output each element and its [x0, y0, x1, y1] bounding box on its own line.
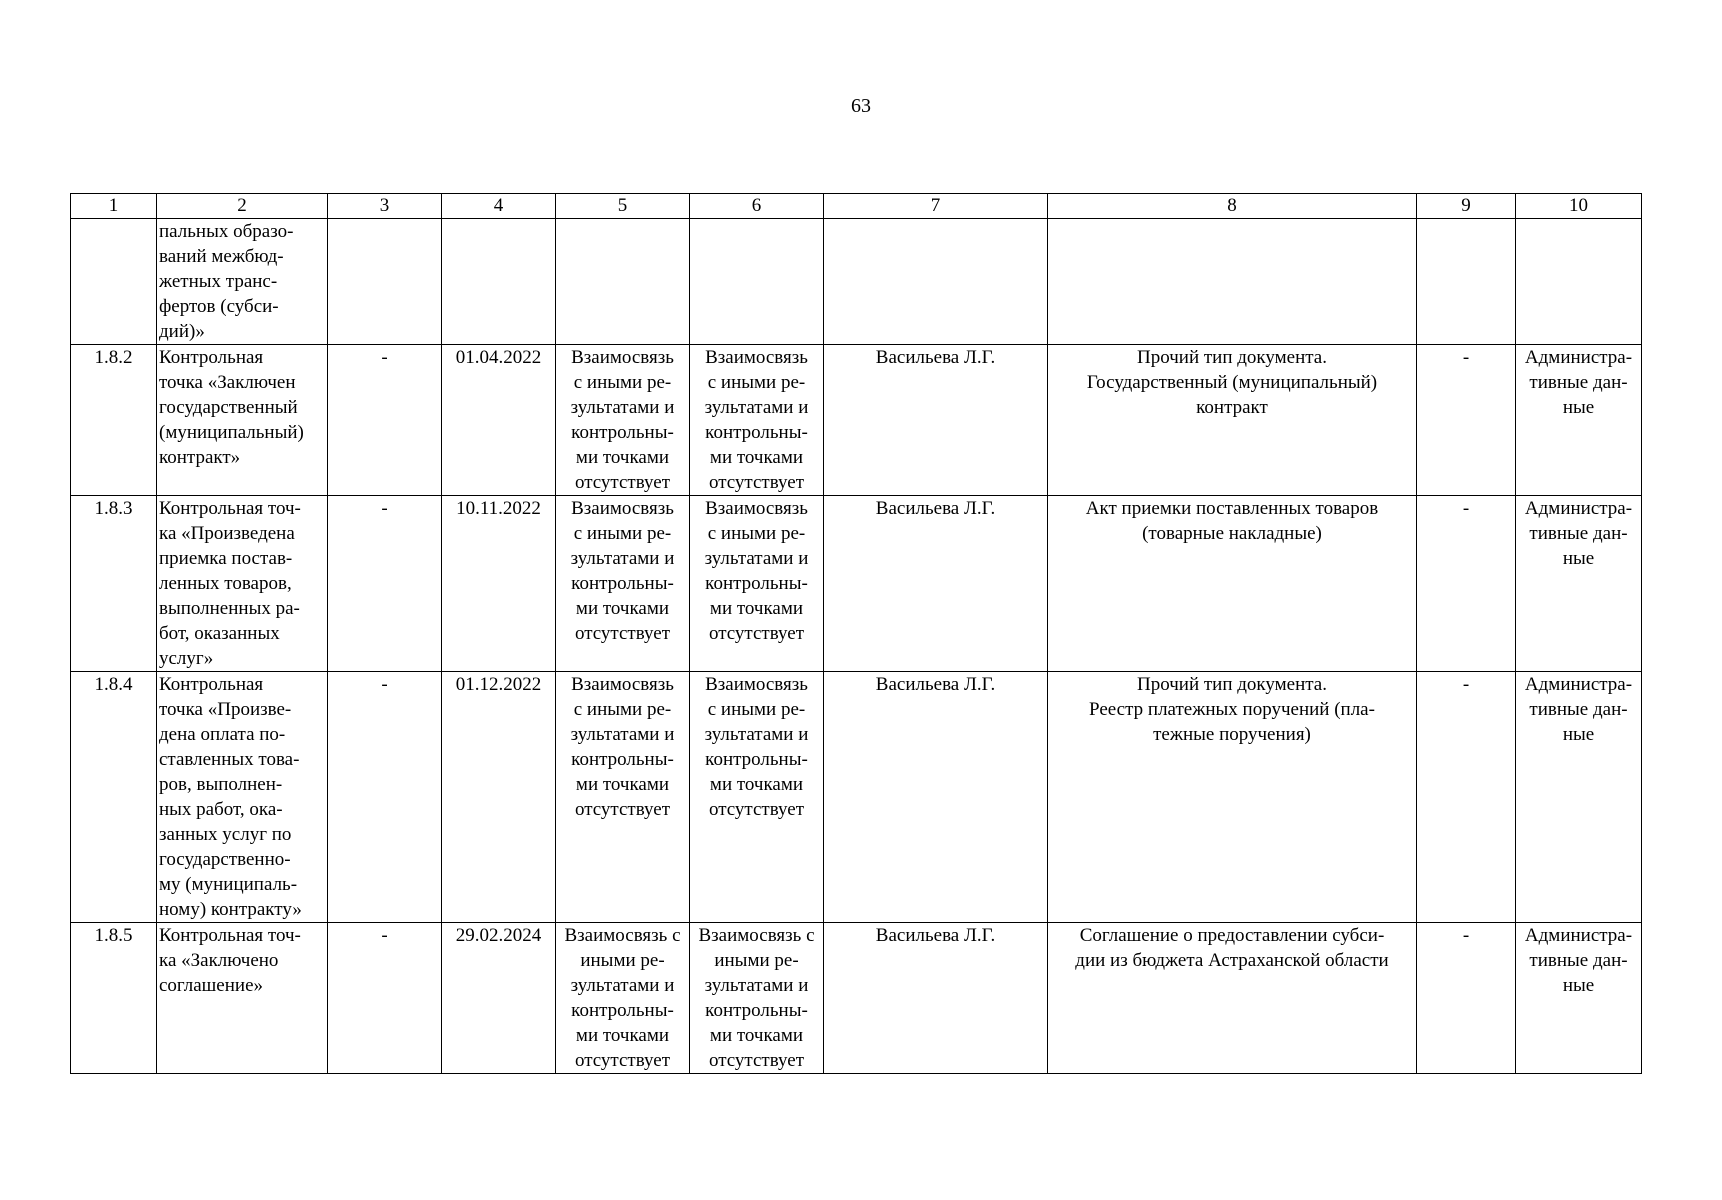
cell-col9: -: [1417, 345, 1516, 496]
text-line: Реестр платежных поручений (пла-: [1089, 699, 1375, 720]
text-line: отсутствует: [708, 472, 805, 493]
text-line: с иными ре-: [573, 699, 672, 720]
cell-num: [71, 219, 157, 345]
text-line: Контрольная точ-: [159, 498, 301, 519]
cell-col3: -: [328, 672, 442, 923]
cell-info-system: [1516, 345, 1642, 496]
text-line: бот, оказанных: [159, 623, 280, 644]
text-line: тежные поручения): [1153, 724, 1311, 745]
cell-empty: [1417, 219, 1516, 345]
control-points-table: [70, 193, 1642, 1074]
text-line: Администра-: [1524, 674, 1633, 695]
text-line: зультатами и: [570, 548, 675, 569]
text-line: иными ре-: [714, 950, 799, 971]
text-line: соглашение»: [159, 975, 264, 996]
text-line: зультатами и: [570, 397, 675, 418]
page-number: 63: [851, 95, 871, 117]
text-line: Контрольная точ-: [159, 925, 301, 946]
text-line: услуг»: [159, 648, 214, 669]
text-line: точка «Произве-: [159, 699, 292, 720]
cell-date: 01.12.2022: [442, 672, 556, 923]
text-line: точка «Заключен: [159, 372, 296, 393]
cell-date: 01.04.2022: [442, 345, 556, 496]
text-line: отсутствует: [708, 1050, 805, 1071]
header-cell: 5: [556, 194, 690, 219]
text-line: с иными ре-: [573, 523, 672, 544]
header-cell: 10: [1516, 194, 1642, 219]
text-line: ми точками: [575, 598, 670, 619]
text-line: отсутствует: [574, 799, 671, 820]
text-line: контракт»: [159, 447, 241, 468]
text-line: зультатами и: [704, 548, 809, 569]
text-line: ному) контракту»: [159, 899, 302, 920]
text-line: пальных образо-: [159, 221, 294, 242]
cell-date: 10.11.2022: [442, 496, 556, 672]
text-line: Взаимосвязь с: [564, 925, 681, 946]
cell-relation: [556, 923, 690, 1074]
cell-col3: -: [328, 345, 442, 496]
text-line: государственно-: [159, 849, 291, 870]
text-line: выполненных ра-: [159, 598, 300, 619]
cell-name: [157, 923, 328, 1074]
text-line: с иными ре-: [573, 372, 672, 393]
cell-relation: [690, 923, 824, 1074]
cell-col3: -: [328, 496, 442, 672]
text-line: ми точками: [575, 447, 670, 468]
text-line: ные: [1562, 548, 1595, 569]
text-line: ные: [1562, 975, 1595, 996]
header-cell: 2: [157, 194, 328, 219]
text-line: дена оплата по-: [159, 724, 286, 745]
text-line: приемка постав-: [159, 548, 293, 569]
text-line: Администра-: [1524, 925, 1633, 946]
text-line: Контрольная: [159, 347, 264, 368]
header-cell: 7: [824, 194, 1048, 219]
cell-responsible: Васильева Л.Г.: [824, 672, 1048, 923]
text-line: контракт: [1196, 397, 1268, 418]
text-line: ми точками: [709, 774, 804, 795]
text-line: ми точками: [575, 774, 670, 795]
header-cell: 9: [1417, 194, 1516, 219]
text-line: контрольны-: [705, 749, 808, 770]
text-line: зультатами и: [570, 724, 675, 745]
cell-empty: [824, 219, 1048, 345]
cell-relation: [556, 672, 690, 923]
text-line: Контрольная: [159, 674, 264, 695]
text-line: контрольны-: [571, 573, 674, 594]
text-line: тивные дан-: [1529, 699, 1628, 720]
text-line: отсутствует: [574, 1050, 671, 1071]
text-line: ми точками: [575, 1025, 670, 1046]
table-row: [71, 496, 1642, 672]
text-line: отсутствует: [574, 472, 671, 493]
cell-relation: [556, 496, 690, 672]
text-line: дий)»: [159, 321, 205, 342]
cell-num: 1.8.2: [71, 345, 157, 496]
text-line: Прочий тип документа.: [1137, 347, 1327, 368]
cell-relation: [690, 496, 824, 672]
cell-empty: [1516, 219, 1642, 345]
table-row: [71, 923, 1642, 1074]
cell-document-type: [1048, 672, 1417, 923]
cell-info-system: [1516, 672, 1642, 923]
cell-info-system: [1516, 923, 1642, 1074]
text-line: с иными ре-: [707, 372, 806, 393]
header-cell: 6: [690, 194, 824, 219]
cell-num: 1.8.5: [71, 923, 157, 1074]
cell-col9: -: [1417, 923, 1516, 1074]
cell-name: [157, 219, 328, 345]
header-cell: 3: [328, 194, 442, 219]
header-cell: 1: [71, 194, 157, 219]
text-line: отсутствует: [708, 799, 805, 820]
text-line: (товарные накладные): [1142, 523, 1322, 544]
text-line: ка «Заключено: [159, 950, 279, 971]
text-line: ленных товаров,: [159, 573, 292, 594]
text-line: контрольны-: [571, 1000, 674, 1021]
cell-empty: [442, 219, 556, 345]
cell-info-system: [1516, 496, 1642, 672]
text-line: контрольны-: [571, 749, 674, 770]
text-line: фертов (субси-: [159, 296, 279, 317]
text-line: контрольны-: [705, 573, 808, 594]
cell-empty: [690, 219, 824, 345]
text-line: Взаимосвязь: [571, 347, 674, 368]
cell-document-type: [1048, 923, 1417, 1074]
cell-num: 1.8.4: [71, 672, 157, 923]
text-line: контрольны-: [705, 1000, 808, 1021]
text-line: ми точками: [709, 447, 804, 468]
text-line: ные: [1562, 724, 1595, 745]
text-line: Взаимосвязь: [571, 498, 674, 519]
text-line: ваний межбюд-: [159, 246, 284, 267]
text-line: иными ре-: [580, 950, 665, 971]
cell-date: 29.02.2024: [442, 923, 556, 1074]
text-line: отсутствует: [708, 623, 805, 644]
text-line: му (муниципаль-: [159, 874, 298, 895]
text-line: жетных транс-: [159, 271, 278, 292]
cell-responsible: Васильева Л.Г.: [824, 345, 1048, 496]
text-line: Взаимосвязь: [571, 674, 674, 695]
continuation-row: [71, 219, 1642, 345]
text-line: с иными ре-: [707, 523, 806, 544]
table-row: [71, 672, 1642, 923]
text-line: ка «Произведена: [159, 523, 295, 544]
text-line: ные: [1562, 397, 1595, 418]
table-row: [71, 345, 1642, 496]
text-line: Прочий тип документа.: [1137, 674, 1327, 695]
cell-col9: -: [1417, 496, 1516, 672]
cell-empty: [556, 219, 690, 345]
cell-col9: -: [1417, 672, 1516, 923]
cell-document-type: [1048, 496, 1417, 672]
text-line: Администра-: [1524, 347, 1633, 368]
text-line: ми точками: [709, 598, 804, 619]
text-line: государственный: [159, 397, 298, 418]
cell-num: 1.8.3: [71, 496, 157, 672]
text-line: зультатами и: [704, 975, 809, 996]
cell-empty: [1048, 219, 1417, 345]
text-line: дии из бюджета Астраханской области: [1075, 950, 1389, 971]
cell-relation: [690, 345, 824, 496]
text-line: Администра-: [1524, 498, 1633, 519]
cell-name: [157, 672, 328, 923]
text-line: Взаимосвязь с: [698, 925, 815, 946]
header-cell: 4: [442, 194, 556, 219]
cell-relation: [556, 345, 690, 496]
cell-col3: -: [328, 923, 442, 1074]
text-line: контрольны-: [571, 422, 674, 443]
text-line: Взаимосвязь: [705, 347, 808, 368]
text-line: Акт приемки поставленных товаров: [1085, 498, 1379, 519]
header-cell: 8: [1048, 194, 1417, 219]
cell-name: [157, 345, 328, 496]
cell-empty: [328, 219, 442, 345]
header-row: [71, 194, 1642, 219]
table-body: [71, 194, 1642, 1074]
text-line: (муниципальный): [159, 422, 304, 443]
text-line: с иными ре-: [707, 699, 806, 720]
cell-responsible: Васильева Л.Г.: [824, 923, 1048, 1074]
text-line: Соглашение о предоставлении субси-: [1079, 925, 1385, 946]
text-line: Взаимосвязь: [705, 498, 808, 519]
text-line: ми точками: [709, 1025, 804, 1046]
text-line: Государственный (муниципальный): [1086, 372, 1378, 393]
cell-name: [157, 496, 328, 672]
text-line: тивные дан-: [1529, 523, 1628, 544]
text-line: отсутствует: [574, 623, 671, 644]
text-line: тивные дан-: [1529, 372, 1628, 393]
cell-relation: [690, 672, 824, 923]
text-line: ставленных това-: [159, 749, 300, 770]
text-line: зультатами и: [704, 724, 809, 745]
text-line: занных услуг по: [159, 824, 292, 845]
text-line: тивные дан-: [1529, 950, 1628, 971]
cell-responsible: Васильева Л.Г.: [824, 496, 1048, 672]
cell-document-type: [1048, 345, 1417, 496]
text-line: контрольны-: [705, 422, 808, 443]
text-line: зультатами и: [570, 975, 675, 996]
text-line: ров, выполнен-: [159, 774, 283, 795]
text-line: Взаимосвязь: [705, 674, 808, 695]
text-line: ных работ, ока-: [159, 799, 283, 820]
text-line: зультатами и: [704, 397, 809, 418]
